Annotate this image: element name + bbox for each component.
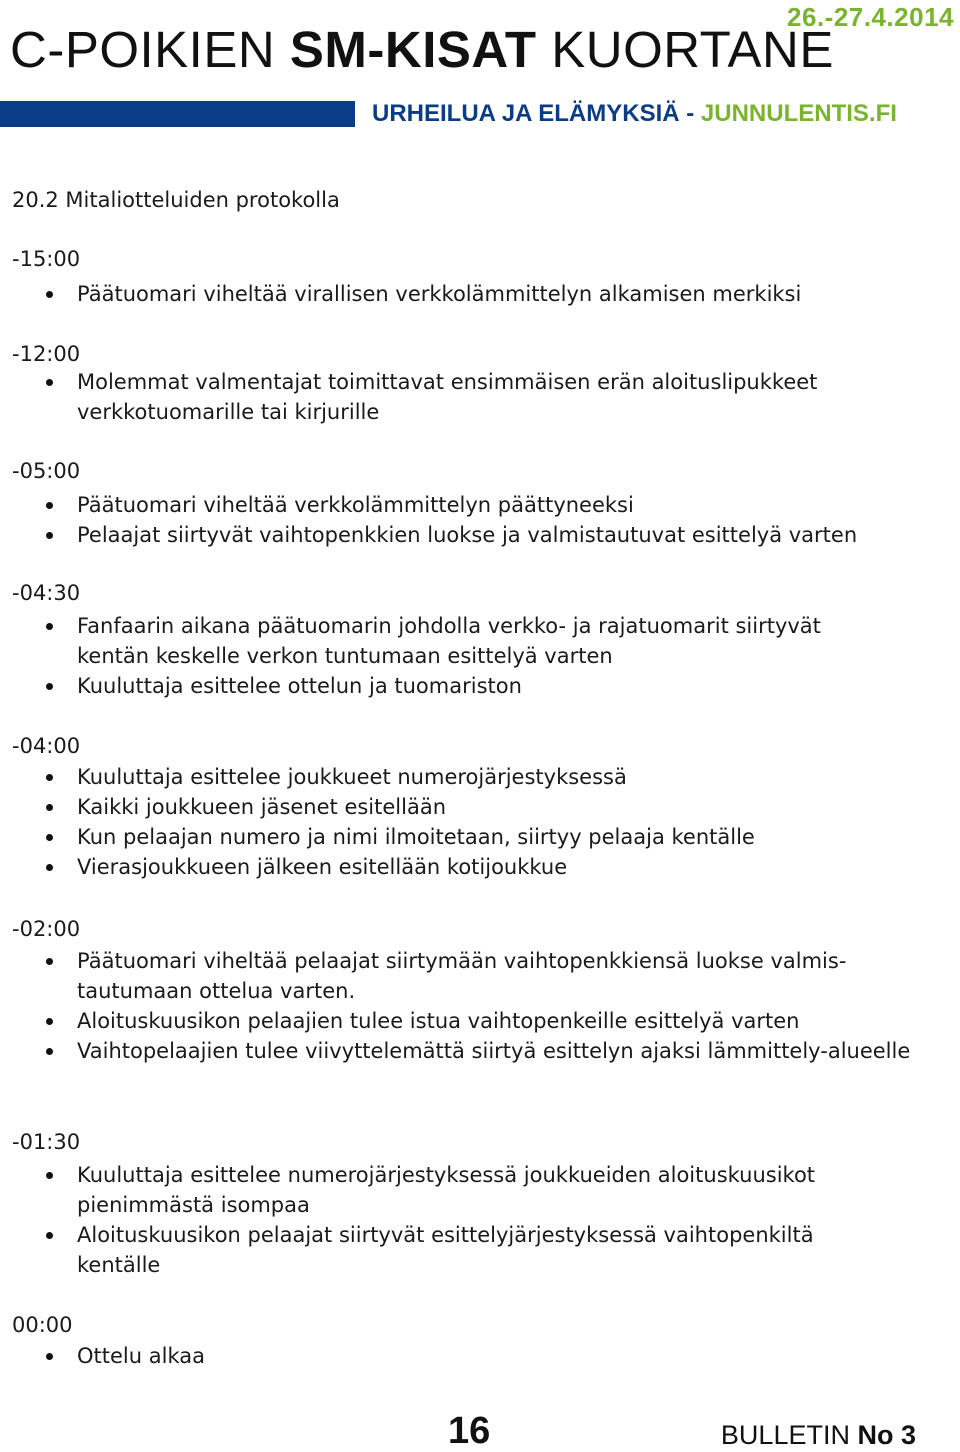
list-item [12, 822, 942, 852]
list-item-text: Kuuluttaja esittelee numerojärjestyksessä joukkueiden aloituskuusikot pienimmästä isompaa [77, 1163, 816, 1217]
time-label: -01:30 [12, 1130, 81, 1154]
bullet-list [12, 762, 942, 882]
bullet-dot-icon [46, 958, 53, 965]
list-item-text: Kuuluttaja esittelee joukkueet numerojärjestyksessä [77, 765, 627, 789]
bullet-list [12, 490, 942, 550]
time-label: 00:00 [12, 1313, 73, 1337]
list-item-text: Vierasjoukkueen jälkeen esitellään kotijoukkue [77, 855, 568, 879]
bullet-list [12, 279, 942, 309]
event-title [10, 21, 834, 78]
list-item-text: Kun pelaajan numero ja nimi ilmoitetaan, siirtyy pelaaja kentälle [77, 825, 755, 849]
time-label: -02:00 [12, 917, 81, 941]
header-color-bar [0, 101, 355, 127]
list-item [12, 367, 882, 427]
bullet-dot-icon [46, 834, 53, 841]
event-subtitle-link: JUNNULENTIS.FI [700, 100, 897, 127]
event-title-suffix: KUORTANE [551, 21, 834, 78]
list-item [12, 1220, 892, 1280]
list-item-text: Fanfaarin aikana päätuomarin johdolla verkko- ja rajatuomarit siirtyvät kentän keskelle verkon tuntumaan esittelyä varten [77, 614, 821, 668]
event-subtitle [372, 100, 897, 128]
bullet-dot-icon [46, 1172, 53, 1179]
bullet-dot-icon [46, 774, 53, 781]
list-item [12, 946, 912, 1006]
list-item [12, 1036, 912, 1066]
bullet-list [12, 1160, 892, 1280]
list-item-text: Päätuomari viheltää virallisen verkkolämmittelyn alkamisen merkiksi [77, 282, 802, 306]
list-item [12, 792, 942, 822]
bullet-dot-icon [46, 804, 53, 811]
time-label: -04:00 [12, 734, 81, 758]
bullet-dot-icon [46, 1353, 53, 1360]
list-item [12, 1006, 912, 1036]
time-label: -15:00 [12, 247, 81, 271]
bullet-list [12, 946, 912, 1066]
bullet-list [12, 367, 882, 427]
list-item-text: Kaikki joukkueen jäsenet esitellään [77, 795, 447, 819]
bullet-dot-icon [46, 532, 53, 539]
event-title-bold: SM-KISAT [289, 21, 537, 78]
list-item [12, 520, 942, 550]
bullet-dot-icon [46, 291, 53, 298]
bulletin-prefix: BULLETIN [720, 1420, 850, 1450]
list-item-text: Ottelu alkaa [77, 1344, 205, 1368]
bullet-dot-icon [46, 1048, 53, 1055]
page-number: 16 [448, 1410, 491, 1452]
list-item-text: Kuuluttaja esittelee ottelun ja tuomariston [77, 674, 522, 698]
list-item-text: Aloituskuusikon pelaajat siirtyvät esittelyjärjestyksessä vaihtopenkiltä kentälle [77, 1223, 814, 1277]
list-item-text: Molemmat valmentajat toimittavat ensimmäisen erän aloituslipukkeet verkkotuomarille tai kirjurille [77, 370, 818, 424]
bullet-list [12, 1341, 942, 1371]
bullet-dot-icon [46, 623, 53, 630]
list-item [12, 490, 942, 520]
time-label: -04:30 [12, 581, 81, 605]
list-item [12, 852, 942, 882]
event-subtitle-main: URHEILUA JA ELÄMYKSIÄ - [372, 100, 701, 127]
event-title-prefix: C-POIKIEN [10, 21, 276, 78]
bullet-list [12, 611, 892, 701]
time-label: -05:00 [12, 459, 81, 483]
list-item [12, 1160, 892, 1220]
list-item-text: Päätuomari viheltää pelaajat siirtymään vaihtopenkkiensä luokse valmis-tautumaan ottelua varten. [77, 949, 847, 1003]
list-item-text: Aloituskuusikon pelaajien tulee istua vaihtopenkeille esittelyä varten [77, 1009, 800, 1033]
bullet-dot-icon [46, 1018, 53, 1025]
bulletin-label [721, 1422, 916, 1449]
list-item [12, 279, 942, 309]
time-label: -12:00 [12, 342, 81, 366]
list-item [12, 1341, 942, 1371]
bullet-dot-icon [46, 502, 53, 509]
list-item [12, 611, 892, 671]
section-title: 20.2 Mitaliotteluiden protokolla [12, 188, 340, 212]
bullet-dot-icon [46, 683, 53, 690]
list-item [12, 762, 942, 792]
list-item [12, 671, 892, 701]
bullet-dot-icon [46, 864, 53, 871]
list-item-text: Päätuomari viheltää verkkolämmittelyn päättyneeksi [77, 493, 634, 517]
bulletin-number: No 3 [857, 1420, 916, 1450]
list-item-text: Pelaajat siirtyvät vaihtopenkkien luokse ja valmistautuvat esittelyä varten [77, 523, 858, 547]
event-date: 26.-27.4.2014 [787, 2, 954, 32]
list-item-text: Vaihtopelaajien tulee viivyttelemättä siirtyä esittelyn ajaksi lämmittely-alueelle [77, 1039, 911, 1063]
bullet-dot-icon [46, 379, 53, 386]
bullet-dot-icon [46, 1232, 53, 1239]
